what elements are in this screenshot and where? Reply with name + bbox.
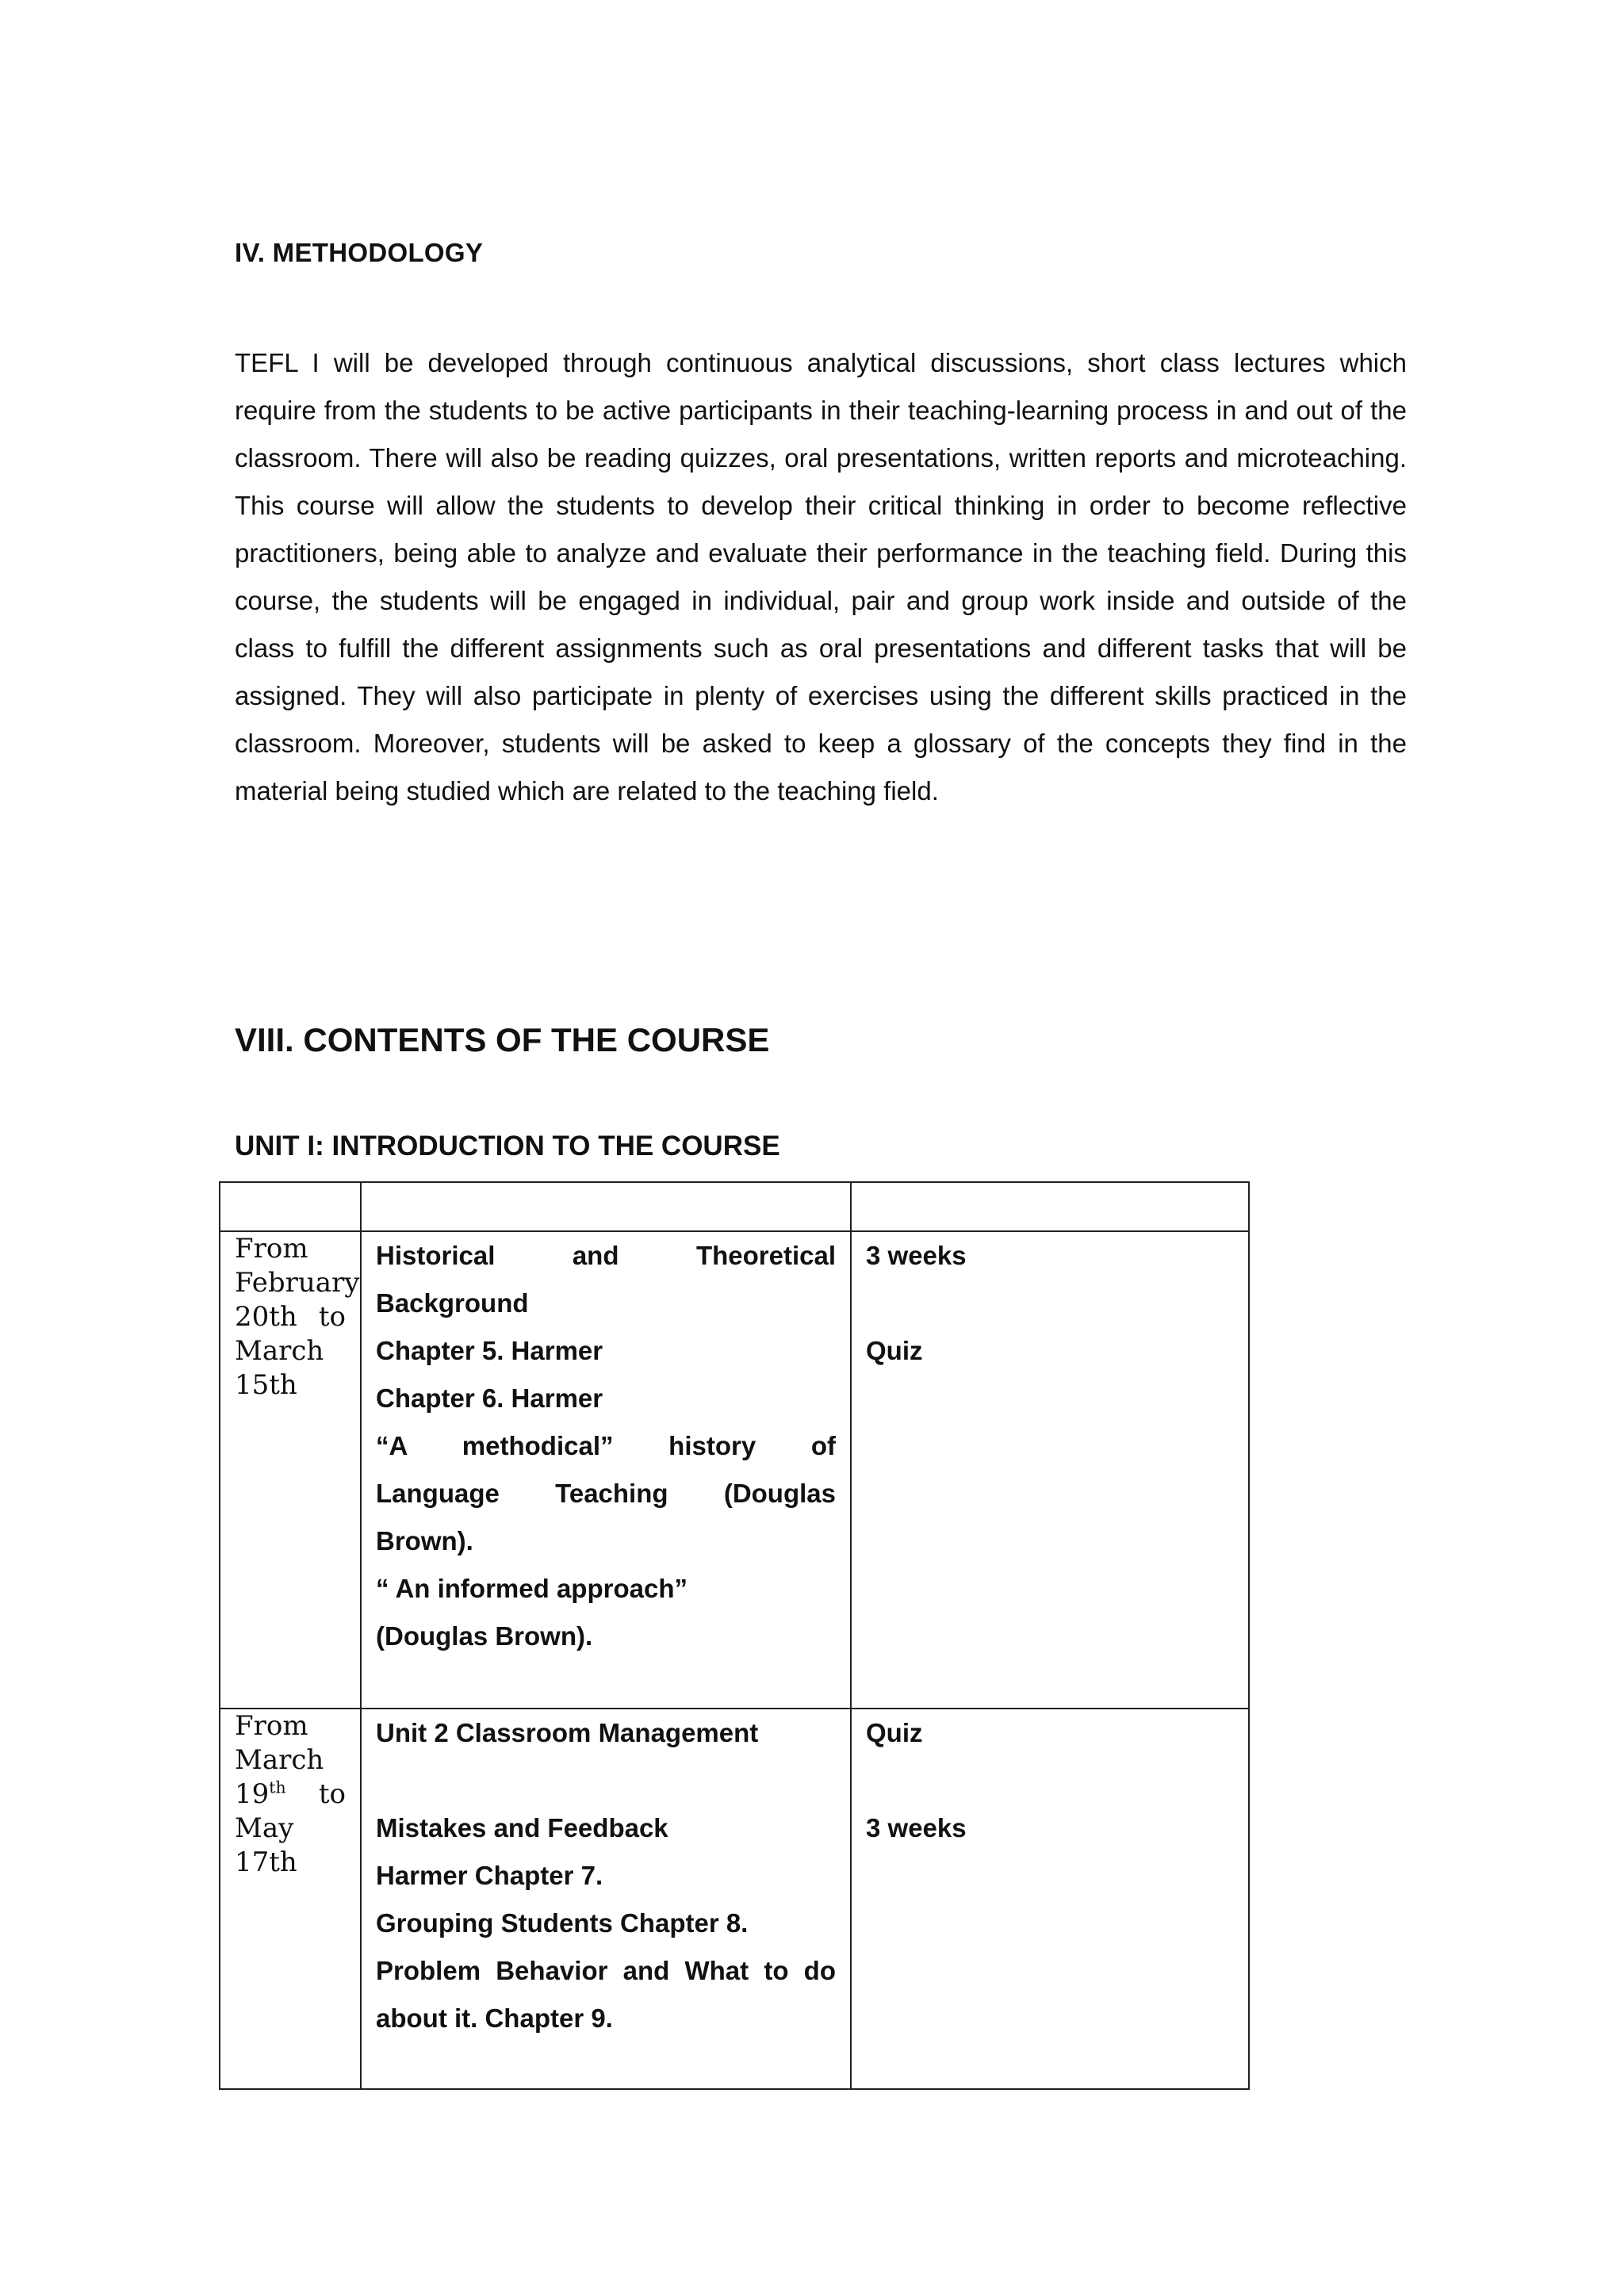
topic-line: Grouping Students Chapter 8. (376, 1908, 749, 1938)
blank-line (866, 1757, 1234, 1804)
assessment-line: 3 weeks (866, 1813, 967, 1843)
date-line: From (235, 1710, 308, 1742)
topic-line: Problem Behavior and What to do (376, 1956, 836, 1985)
topic-line: Chapter 6. Harmer (376, 1383, 603, 1413)
topics-cell (361, 1231, 851, 1709)
date-line: March (235, 1744, 324, 1776)
course-contents-table (219, 1181, 1250, 2090)
topic-line: Brown). (376, 1526, 473, 1556)
assessment-cell (851, 1709, 1249, 2089)
date-cell (220, 1231, 361, 1709)
assessment-line: Quiz (866, 1718, 923, 1747)
date-line: From (235, 1233, 308, 1265)
unit-heading: UNIT I: INTRODUCTION TO THE COURSE (235, 1131, 780, 1161)
date-line: February (235, 1267, 360, 1299)
blank-line (376, 1757, 836, 1804)
topic-line: (Douglas Brown). (376, 1621, 593, 1651)
table-header-cell (851, 1182, 1249, 1231)
topic-line: Unit 2 Classroom Management (376, 1718, 759, 1747)
topic-line: “A methodical” history of (376, 1431, 836, 1460)
methodology-heading: IV. METHODOLOGY (235, 238, 484, 267)
date-day: 19 (235, 1778, 270, 1810)
table-header-cell (220, 1182, 361, 1231)
assessment-cell (851, 1231, 1249, 1709)
date-cell (220, 1709, 361, 2089)
date-line (235, 1777, 346, 1812)
topic-line: Chapter 5. Harmer (376, 1336, 603, 1365)
date-line: March (235, 1335, 324, 1367)
topic-line: Historical and Theoretical (376, 1241, 836, 1270)
topic-line: Background (376, 1288, 529, 1318)
methodology-paragraph: TEFL I will be developed through continuous analytical discussions, short class lectures which require from the students to be active participants in their teaching-learning process in and out of the classroom. There will also be reading quizzes, oral presentations, written reports and microteaching. This course will allow the students to develop their critical thinking in order to become reflective practitioners, being able to analyze and evaluate their performance in the teaching field. During this course, the students will be engaged in individual, pair and group work inside and outside of the class to fulfill the different assignments such as oral presentations and different tasks that will be assigned. They will also participate in plenty of exercises using the different skills practiced in the classroom. Moreover, students will be asked to keep a glossary of the concepts they find in the material being studied which are related to the teaching field. (235, 348, 1407, 806)
topics-cell (361, 1709, 851, 2089)
date-line: 17th (235, 1846, 297, 1878)
ordinal-suffix: th (269, 1777, 286, 1797)
assessment-line: 3 weeks (866, 1241, 967, 1270)
date-line: 20th to (235, 1301, 346, 1333)
topic-line: Language Teaching (Douglas (376, 1479, 836, 1508)
topic-line: “ An informed approach” (376, 1574, 688, 1603)
table-row (220, 1231, 1249, 1709)
contents-heading: VIII. CONTENTS OF THE COURSE (235, 1021, 770, 1058)
topic-line: Harmer Chapter 7. (376, 1861, 603, 1890)
assessment-line: Quiz (866, 1336, 923, 1365)
table-header-row (220, 1182, 1249, 1231)
date-word: to (318, 1778, 346, 1810)
table-row (220, 1709, 1249, 2089)
date-line: 15th (235, 1369, 297, 1401)
table-header-cell (361, 1182, 851, 1231)
blank-line (866, 1280, 1234, 1327)
topic-line: about it. Chapter 9. (376, 2003, 613, 2033)
topic-line: Mistakes and Feedback (376, 1813, 668, 1843)
date-line: May (235, 1812, 294, 1844)
